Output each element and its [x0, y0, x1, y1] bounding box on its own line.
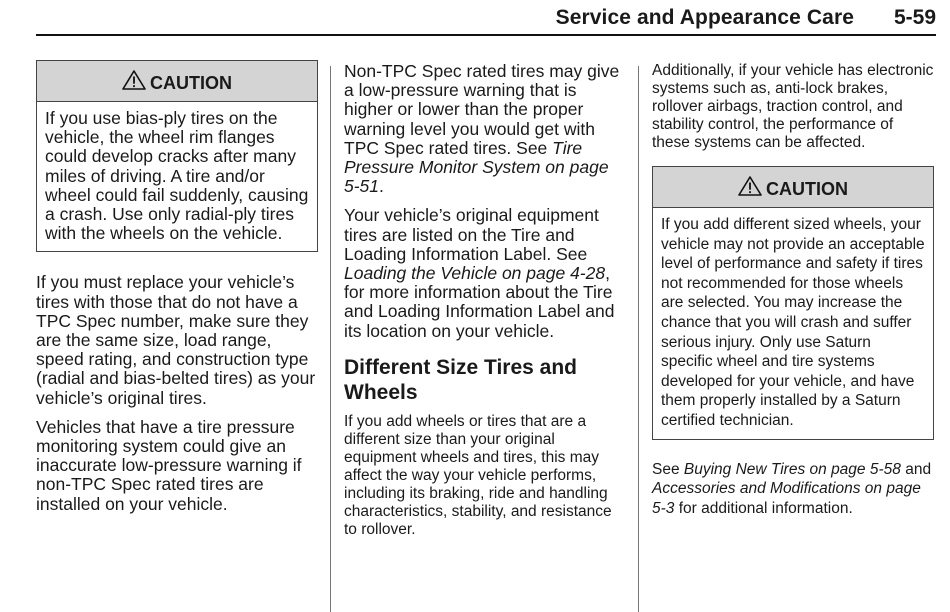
- page-reference: Accessories and Modifications on page 5-3: [652, 480, 921, 517]
- page-reference: Tire Pressure Monitor System on page 5-51: [344, 137, 609, 197]
- paragraph: [344, 62, 626, 196]
- warning-triangle-icon: [738, 168, 762, 212]
- caution-header: [37, 61, 317, 102]
- column-divider: [330, 66, 331, 612]
- paragraph-text: .: [379, 176, 384, 197]
- section-title: Service and Appearance Care: [555, 6, 854, 29]
- caution-text: If you add different sized wheels, your vehicle may not provide an acceptable level of performance and safety if tires not recommended for those wheels are selected. You may increase the chance that you will crash and suffer serious injury. Only use Saturn specific wheel and tire systems developed for your vehicle, and have them properly installed by a Saturn certified technician.: [661, 216, 925, 429]
- paragraph: If you must replace your vehicle’s tires with those that do not have a TPC Spec number, make sure they are the same size, load range, speed rating, and construction type (radial and bias-belted tires) as your vehicle’s original tires.: [36, 272, 316, 408]
- paragraph: Additionally, if your vehicle has electronic systems such as, anti-lock brakes, rollover airbags, traction control, and stability control, the performance of these systems can be affected.: [652, 62, 934, 151]
- paragraph: Vehicles that have a tire pressure monitoring system could give an inaccurate low-pressure warning if non-TPC Spec rated tires are installed on your vehicle.: [36, 416, 302, 514]
- caution-label: CAUTION: [766, 179, 848, 199]
- paragraph-text: and: [900, 460, 932, 478]
- paragraph-text: See: [652, 460, 684, 478]
- paragraph: [652, 460, 934, 519]
- paragraph: If you add wheels or tires that are a different size than your original equipment wheels and tires, this may affect the way your vehicle performs, including its braking, ride and handling characteristics, stability, and resistance to rollover.: [344, 412, 612, 538]
- paragraph-text: Your vehicle’s original equipment tires are listed on the Tire and Loading Information Label. See: [344, 205, 599, 264]
- section-heading: Different Size Tires and Wheels: [344, 355, 578, 404]
- page-header: [36, 0, 936, 36]
- paragraph-text: Non-TPC Spec rated tires may give a low-pressure warning that is higher or lower than the proper warning level you would get with TPC Spec rated tires. See: [344, 61, 620, 158]
- column-divider: [638, 66, 639, 612]
- paragraph-text: for additional information.: [674, 499, 853, 517]
- column-1: [36, 60, 318, 514]
- caution-box: [652, 166, 934, 440]
- page-reference: Buying New Tires on page 5-58: [683, 460, 901, 478]
- page-reference: Loading the Vehicle on page 4-28: [344, 263, 606, 284]
- caution-text: If you use bias-ply tires on the vehicle, the wheel rim flanges could develop cracks after many miles of driving. A tire and/or wheel could fail suddenly, causing a crash. Use only radial-ply tires with the wheels on the vehicle.: [45, 108, 309, 244]
- warning-triangle-icon: [122, 62, 146, 106]
- caution-label: CAUTION: [150, 73, 232, 93]
- column-3: [652, 60, 934, 518]
- caution-header: [653, 167, 933, 208]
- page-number: 5-59: [893, 6, 936, 29]
- paragraph-text: , for more information about the Tire and Loading Information Label and its location on your vehicle.: [344, 263, 615, 341]
- column-2: [344, 60, 626, 539]
- caution-box: [36, 60, 318, 252]
- paragraph: [344, 206, 626, 340]
